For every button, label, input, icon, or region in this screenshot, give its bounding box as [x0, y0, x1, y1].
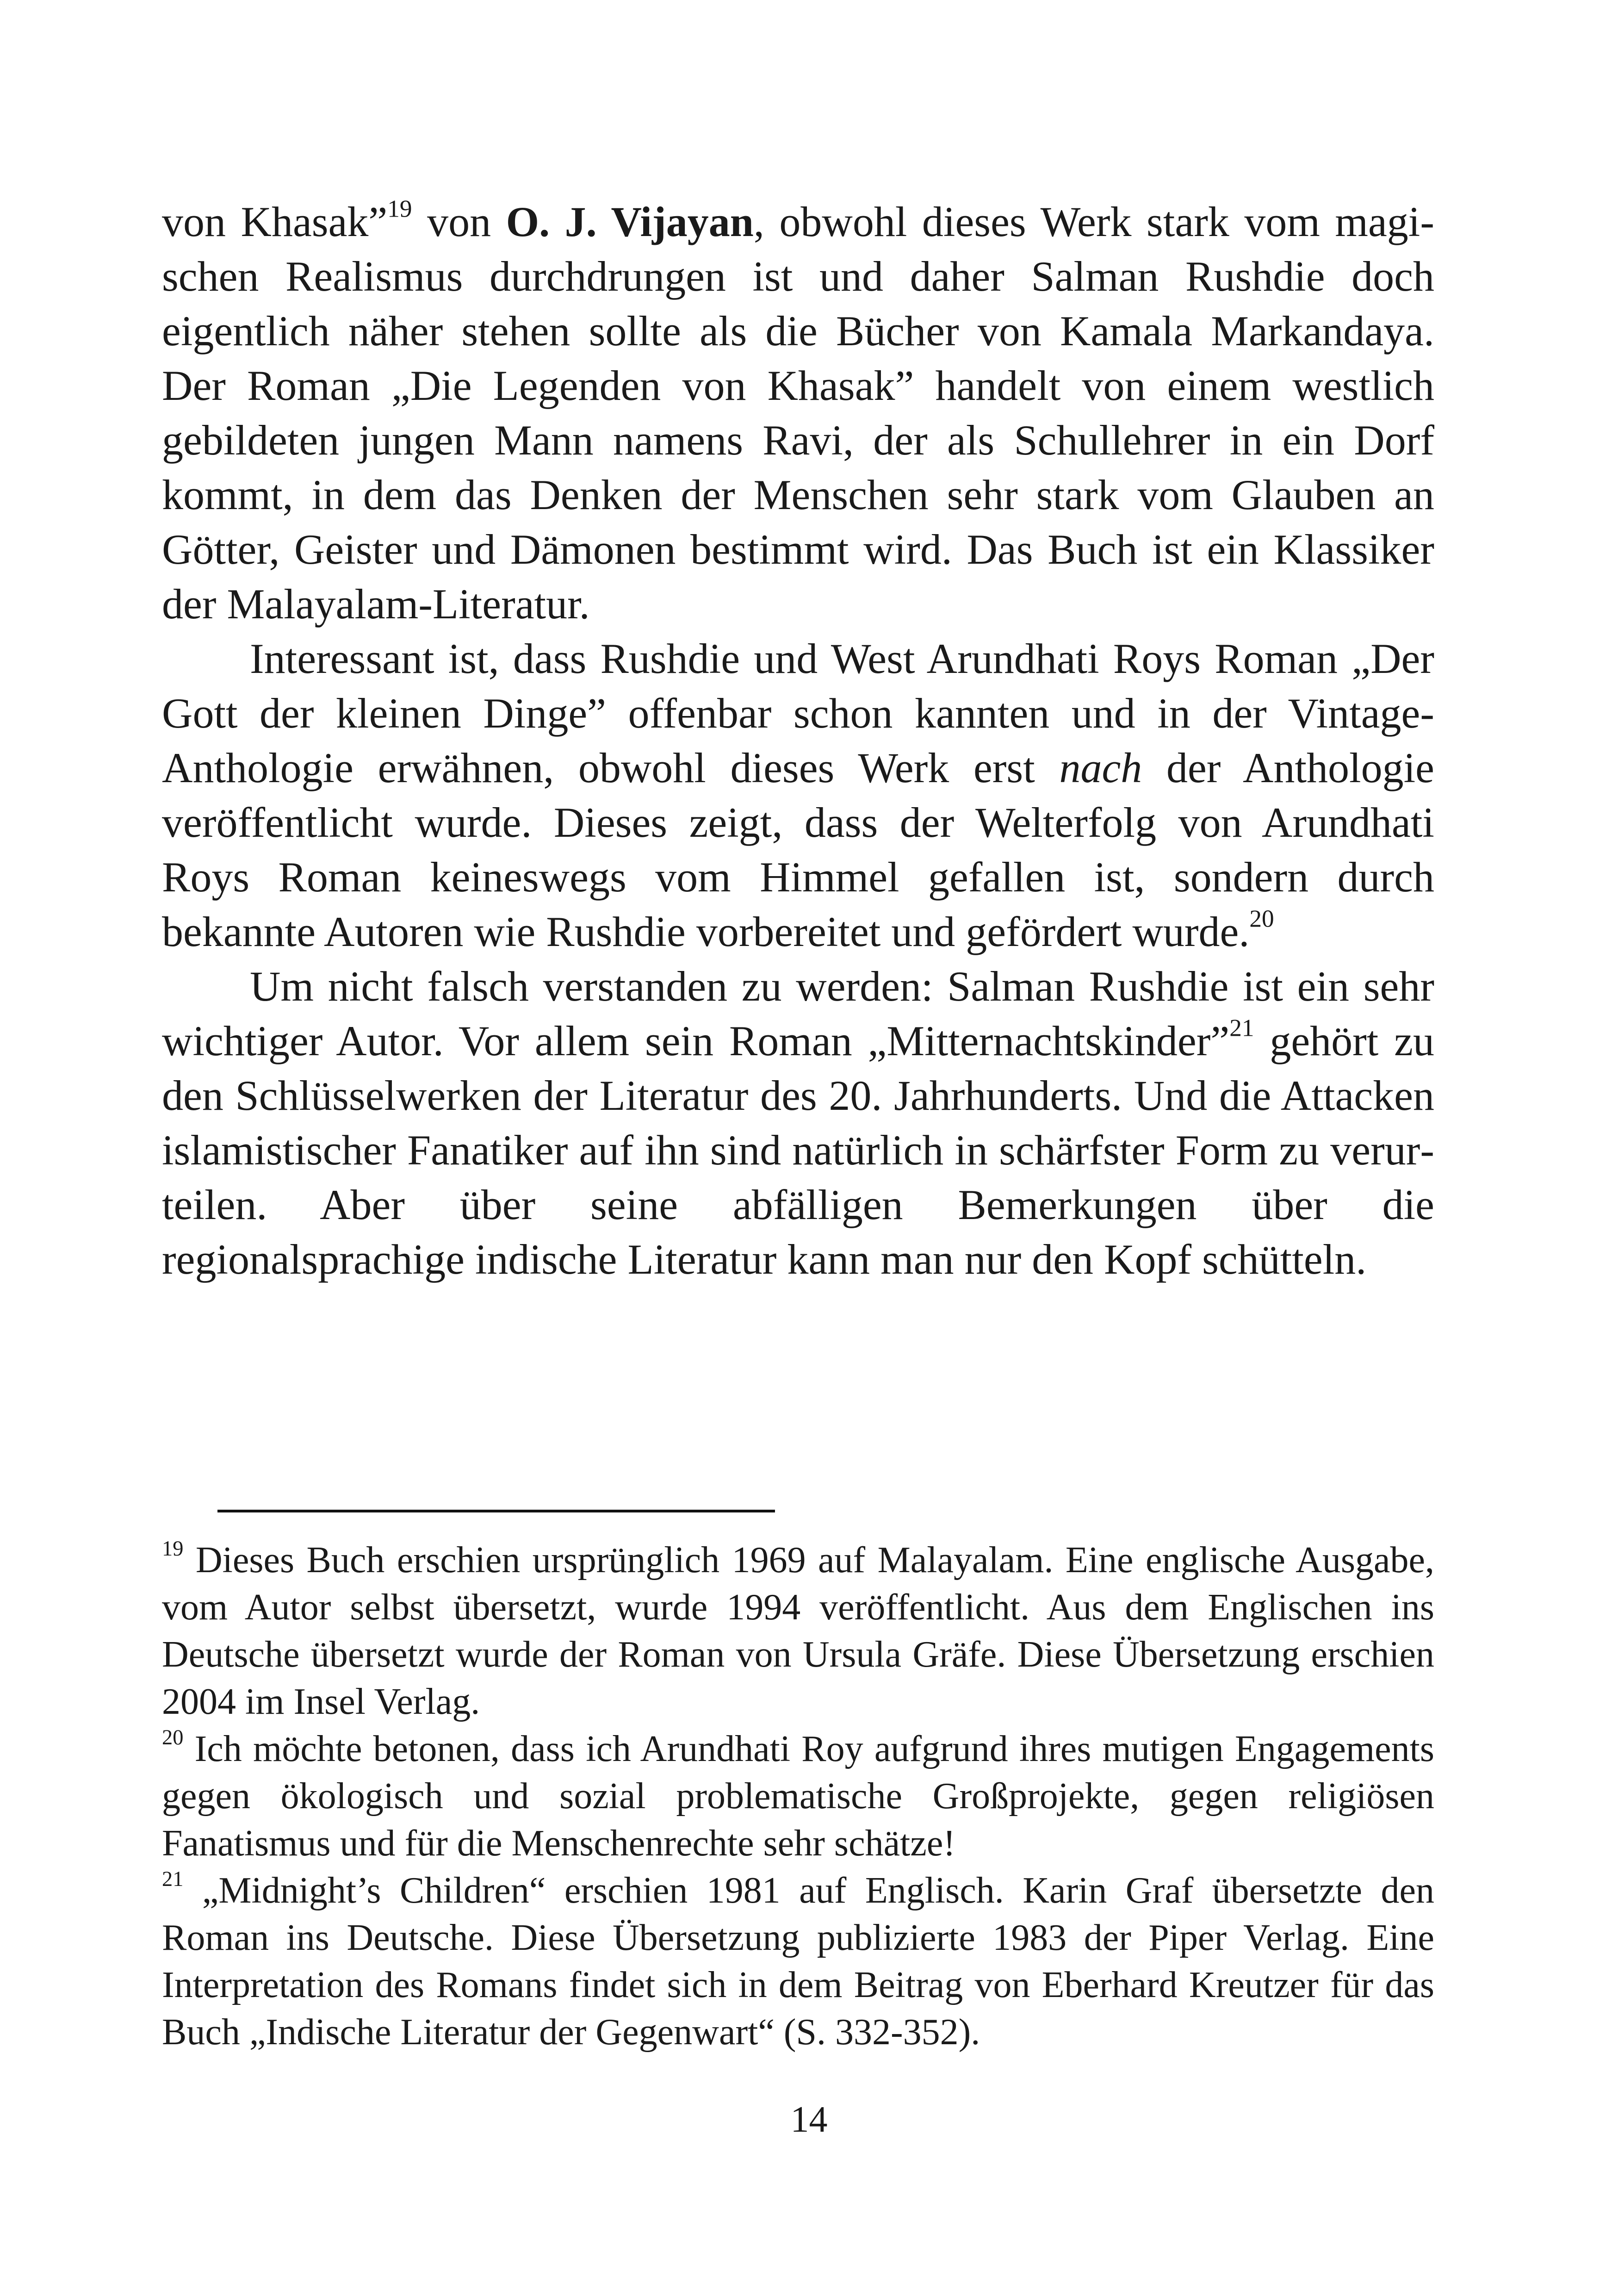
paragraph-1: [162, 194, 1434, 631]
paragraph-text: von: [412, 198, 506, 245]
author-name: O. J. Vijayan: [506, 198, 754, 245]
footnote-ref-20: 20: [1249, 904, 1274, 933]
footnote-21: [162, 1867, 1434, 2056]
footnote-marker: 21: [162, 1867, 184, 1891]
footnote-separator: [217, 1510, 775, 1512]
footnote-marker: 19: [162, 1537, 184, 1561]
paragraph-3: [162, 959, 1434, 1287]
footnote-19: [162, 1537, 1434, 1725]
paragraph-text: von Khasak”: [162, 198, 388, 245]
paragraph-2: [162, 631, 1434, 959]
footnote-20: [162, 1725, 1434, 1867]
paragraph-text: gehört zu den Schlüsselwerken der Literatur des 20. Jahrhunderts. Und die Attacken islamistischer Fanatiker auf ihn sind natürlich in schärfster Form zu verurteilen. Aber über seine abfälligen Bemerkungen über die regionalsprachige indische Literatur kann man nur den Kopf schütteln.: [162, 1017, 1434, 1283]
footnote-text: Ich möchte betonen, dass ich Arundhati Roy aufgrund ihres mutigen Engagements gegen ökologisch und sozial problematische Großprojekte, gegen religiösen Fanatismus und für die Menschenrechte sehr schätze!: [162, 1729, 1434, 1864]
paragraph-text: Um nicht falsch verstanden zu werden: Salman Rushdie ist ein sehr wichtiger Autor. Vor allem sein Roman „Mitternachtskinder”: [162, 963, 1434, 1064]
paragraph-text: der Anthologie veröffentlicht wurde. Dieses zeigt, dass der Welterfolg von Arundhati Roys Roman keineswegs vom Himmel gefallen ist, sondern durch bekannte Autoren wie Rushdie vorbereitet und gefördert wurde.: [162, 744, 1434, 955]
footnotes: [162, 1537, 1434, 2056]
paragraph-text: Interessant ist, dass Rushdie und West Arundhati Roys Roman „Der Gott der kleinen Dinge” offenbar schon kannten und in der Vintage-Anthologie erwähnen, obwohl dieses Werk erst: [162, 635, 1434, 791]
page-number: 14: [790, 2099, 828, 2140]
footnote-ref-19: 19: [387, 194, 412, 223]
paragraph-text: , obwohl dieses Werk stark vom magischen Realismus durchdrungen ist und daher Salman Rushdie doch eigentlich näher stehen sollte als die Bücher von Kamala Markandaya. Der Roman „Die Legenden von Khasak” handelt von einem westlich gebildeten jungen Mann namens Ravi, der als Schullehrer in ein Dorf kommt, in dem das Denken der Menschen sehr stark vom Glauben an Götter, Geister und Dämonen bestimmt wird. Das Buch ist ein Klassiker der Malayalam-Literatur.: [162, 198, 1434, 628]
footnote-marker: 20: [162, 1725, 184, 1749]
footnote-ref-21: 21: [1229, 1014, 1254, 1042]
footnote-text: „Midnight’s Children“ erschien 1981 auf Englisch. Karin Graf übersetzte den Roman ins Deutsche. Diese Übersetzung publizierte 1983 der Piper Verlag. Eine Interpretation des Romans findet sich in dem Beitrag von Eberhard Kreutzer für das Buch „Indische Literatur der Gegenwart“ (S. 332-352).: [162, 1870, 1434, 2053]
emphasis: nach: [1059, 744, 1142, 791]
footnote-text: Dieses Buch erschien ursprünglich 1969 auf Malayalam. Eine englische Ausgabe, vom Autor selbst übersetzt, wurde 1994 veröffentlicht. Aus dem Englischen ins Deutsche übersetzt wurde der Roman von Ursula Gräfe. Diese Übersetzung erschien 2004 im Insel Verlag.: [162, 1540, 1434, 1722]
main-text: [162, 194, 1434, 1287]
